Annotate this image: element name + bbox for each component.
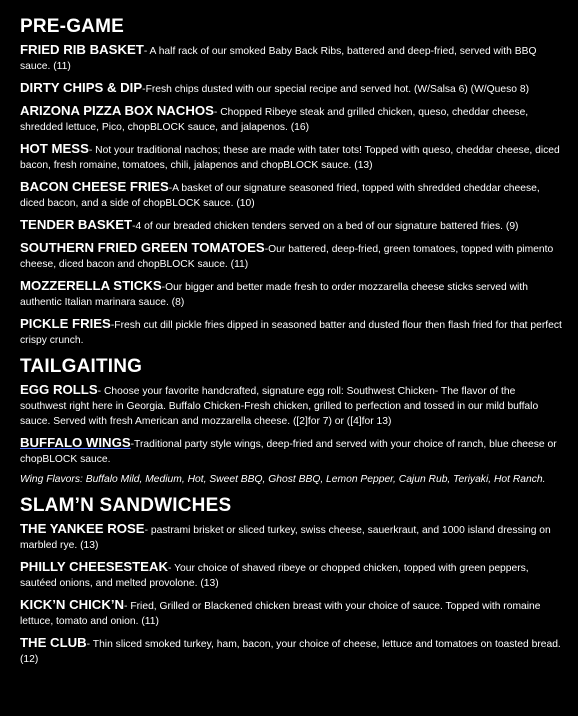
item-name: MOZZERELLA STICKS (20, 278, 162, 293)
item-name: BUFFALO WINGS (20, 435, 131, 450)
wing-flavors-note: Wing Flavors: Buffalo Mild, Medium, Hot, Sweet BBQ, Ghost BBQ, Lemon Pepper, Cajun Rub, Teriyaki, Hot Ranch. (20, 474, 546, 485)
item-desc: -Our bigger and better made fresh to order mozzarella cheese sticks served with authentic Italian marinara sauce. (8) (20, 282, 528, 308)
menu-item-hot-mess (20, 141, 562, 173)
section-title-pre-game: PRE-GAME (20, 16, 124, 37)
item-desc: -Traditional party style wings, deep-fried and served with your choice of ranch, blue cheese or chopBLOCK sauce. (20, 439, 557, 465)
menu-item-the-club (20, 635, 562, 667)
item-desc: - Fried, Grilled or Blackened chicken breast with your choice of sauce. Topped with romaine lettuce, tomato and onion. (11) (20, 601, 541, 627)
item-name: THE CLUB (20, 635, 87, 650)
item-desc: -A basket of our signature seasoned fried, topped with shredded cheddar cheese, diced bacon, and a side of chopBLOCK sauce. (10) (20, 183, 540, 209)
menu-item-mozzerella-sticks (20, 278, 562, 310)
item-desc: -Our battered, deep-fried, green tomatoes, topped with pimento cheese, diced bacon and chopBLOCK sauce. (11) (20, 244, 554, 270)
menu-item-dirty-chips (20, 80, 562, 97)
menu-item-fried-green-tomatoes (20, 240, 562, 272)
item-desc: - A half rack of our smoked Baby Back Ribs, battered and deep-fried, served with BBQ sauce. (11) (20, 46, 537, 72)
menu-item-bacon-cheese-fries (20, 179, 562, 211)
item-name: EGG ROLLS (20, 382, 98, 397)
section-title-tailgaiting: TAILGAITING (20, 356, 143, 377)
item-name: PHILLY CHEESESTEAK (20, 559, 169, 574)
item-desc: -4 of our breaded chicken tenders served on a bed of our signature battered fries. (9) (132, 221, 519, 232)
item-name: SOUTHERN FRIED GREEN TOMATOES (20, 240, 265, 255)
menu-item-fried-rib-basket (20, 42, 562, 74)
item-name: ARIZONA PIZZA BOX NACHOS (20, 103, 214, 118)
item-desc: - pastrami brisket or sliced turkey, swiss cheese, sauerkraut, and 1000 island dressing on marbled rye. (13) (20, 525, 551, 551)
item-desc: - Chopped Ribeye steak and grilled chicken, queso, cheddar cheese, shredded lettuce, Pico, chopBLOCK sauce, and jalapenos. (16) (20, 107, 529, 133)
item-desc: - Your choice of shaved ribeye or chopped chicken, topped with green peppers, sautéed onions, and melted provolone. (13) (20, 563, 529, 589)
item-desc: - Not your traditional nachos; these are made with tater tots! Topped with queso, cheddar cheese, diced bacon, fresh romaine, tomatoes, chili, jalapenos and chopBLOCK sauce. (13) (20, 145, 560, 171)
item-name: KICK’N CHICK’N (20, 597, 125, 612)
item-desc: - Choose your favorite handcrafted, signature egg roll: Southwest Chicken- The flavor of the southwest right here in Georgia. Buffalo Chicken-Fresh chicken, grilled to perfection and tossed in our mild buffalo sauce. Served with fresh American and mozzarella cheese. ([2]for 7) or ([4]for 13) (20, 386, 539, 427)
item-name: HOT MESS (20, 141, 89, 156)
item-desc: -Fresh chips dusted with our special recipe and served hot. (W/Salsa 6) (W/Queso 8) (142, 84, 530, 95)
section-title-sandwiches: SLAM’N SANDWICHES (20, 495, 232, 516)
item-desc: -Fresh cut dill pickle fries dipped in seasoned batter and dusted flour then flash fried for that perfect crispy crunch. (20, 320, 562, 346)
item-name: DIRTY CHIPS & DIP (20, 80, 143, 95)
menu-item-buffalo-wings (20, 435, 562, 467)
menu-item-arizona-nachos (20, 103, 562, 135)
menu-item-tender-basket (20, 217, 562, 234)
item-desc: - Thin sliced smoked turkey, ham, bacon, your choice of cheese, lettuce and tomatoes on toasted bread. (12) (20, 639, 561, 665)
item-name: PICKLE FRIES (20, 316, 111, 331)
menu-item-philly-cheesesteak (20, 559, 562, 591)
item-name: THE YANKEE ROSE (20, 521, 145, 536)
menu-item-kickn-chickn (20, 597, 562, 629)
item-name: TENDER BASKET (20, 217, 133, 232)
menu-item-yankee-rose (20, 521, 562, 553)
menu-item-pickle-fries (20, 316, 562, 348)
item-name: FRIED RIB BASKET (20, 42, 144, 57)
menu-item-egg-rolls (20, 382, 562, 429)
item-name: BACON CHEESE FRIES (20, 179, 169, 194)
